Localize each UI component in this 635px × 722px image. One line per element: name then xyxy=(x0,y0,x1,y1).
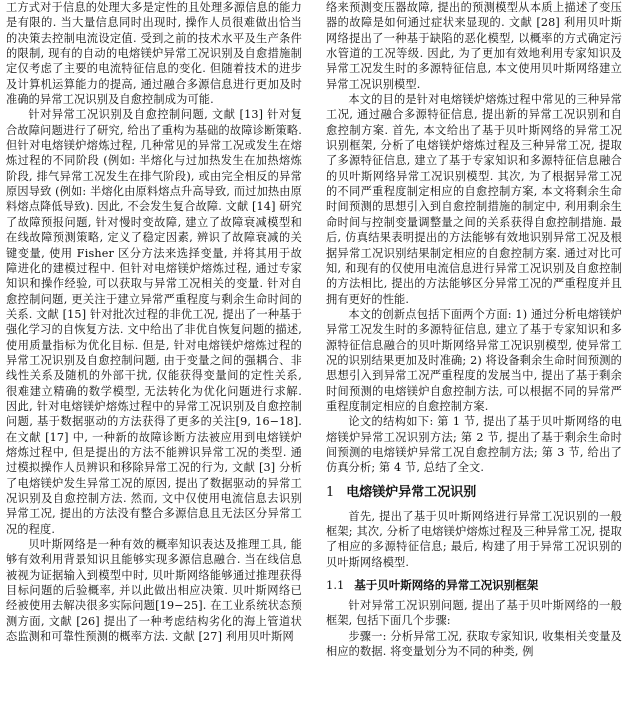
right-column xyxy=(326,0,622,722)
section-title: 电熔镁炉异常工况识别 xyxy=(346,484,477,500)
right-paragraph-2: 本文的目的是针对电熔镁炉熔炼过程中常见的三种异常工况, 通过融合多源特征信息, 提出新的异常工况识别和自愈控制方案. 首先, 本文给出了基于贝叶斯网络的异常工况识别框架, 分析了电熔镁炉熔炼过程及三种异常工况, 提取了多源特征信息, 建立了基于专家知识和多源特征信息融合的贝叶斯网络异常工况识别模型. 其次, 为了根据异常工况的不同严重程度制定相应的自愈控制方案, 本文将剩余生命时间预测的思想引入到自愈控制措施的制定中, 利用剩余生命时间与控制变量调整量之间的关系获得自愈控制措施. 最后, 仿真结果表明提出的方法能够有效地识别异常工况及根据异常工况识别结果制定相应的自愈控制方案. 通过对比可知, 和现有的仅使用电流信息进行异常工况识别及自愈控制的方法相比, 提出的方法能够区分异常工况的严重程度并且拥有更好的性能. xyxy=(326,93,622,306)
left-paragraph-1: 工方式对于信息的处理大多是定性的且处理多源信息的能力是有限的. 当大量信息同时出现时, 操作人员很难做出恰当的决策去控制电流设定值. 受到之前的技术水平及生产条件的限制, 现有的自动的电熔镁炉异常工况识别及自愈措施制定仅考虑了主要的电流特征信息的变化. 但随着技术的进步及计算机运算能力的提高, 通过融合多源信息进行更加及时准确的异常工况识别及自愈控制成为可能. xyxy=(6,1,302,107)
right-paragraph-3: 本文的创新点包括下面两个方面: 1) 通过分析电熔镁炉异常工况发生时的多源特征信息, 建立了基于专家知识和多源特征信息融合的贝叶斯网络异常工况识别模型, 使异常工况的识别结果更加及时准确; 2) 将设备剩余生命时间预测的思想引入到异常工况严重程度的发展当中, 提出了基于剩余时间预测的电熔镁炉自愈控制方法, 可以根据不同的异常严重程度制定相应的自愈控制方案. xyxy=(326,307,622,413)
subsection-heading xyxy=(326,577,622,593)
right-paragraph-4: 论文的结构如下: 第 1 节, 提出了基于贝叶斯网络的电熔镁炉异常工况识别方法; 第 2 节, 提出了基于剩余生命时间预测的电熔镁炉异常工况自愈控制方法; 第 3 节, 给出了仿真分析; 第 4 节, 总结了全文. xyxy=(326,415,622,475)
subsection-title: 基于贝叶斯网络的异常工况识别框架 xyxy=(354,578,539,593)
section-paragraph: 首先, 提出了基于贝叶斯网络进行异常工况识别的一般框架; 其次, 分析了电熔镁炉熔炼过程及三种异常工况, 提取了相应的多源特征信息; 最后, 构建了用于异常工况识别的贝叶斯网络模型. xyxy=(326,509,622,569)
subsection-paragraph-1: 针对异常工况识别问题, 提出了基于贝叶斯网络的一般框架, 包括下面几个步骤: xyxy=(326,599,622,628)
right-paragraph-1: 络来预测变压器故障, 提出的预测模型从本质上描述了变压器的故障是如何通过症状来显现的. 文献 [28] 利用贝叶斯网络提出了一种基于缺陷的恶化模型, 以概率的方式确定污水管道的工况等级. 因此, 为了更加有效地利用专家知识及异常工况发生时的多源特征信息, 本文使用贝叶斯网络建立异常工况识别模型. xyxy=(326,1,622,91)
subsection-number: 1.1 xyxy=(326,578,345,593)
section-heading xyxy=(326,484,622,502)
section-number: 1 xyxy=(326,484,335,500)
left-column xyxy=(6,0,302,722)
left-paragraph-3: 贝叶斯网络是一种有效的概率知识表达及推理工具, 能够有效利用背景知识且能够实现多源信息融合. 当在线信息被视为证据输入到模型中时, 贝叶斯网络能够通过推理获得目标问题的后验概率, 并以此做出相应决策. 贝叶斯网络已经被使用去解决很多实际问题[19−25]. 在工业系统状态预测方面, 文献 [26] 提出了一种考虑结构劣化的海上管道状态监测和可靠性预测的概率方法. 文献 [27] 利用贝叶斯网 xyxy=(6,538,302,644)
left-paragraph-2: 针对异常工况识别及自愈控制问题, 文献 [13] 针对复合故障问题进行了研究, 给出了重构为基础的故障诊断策略. 但针对电熔镁炉熔炼过程, 几种常见的异常工况或发生在熔炼过程的不同阶段 (例如: 半熔化与过加热发生在加热熔炼阶段, 排气异常工况发生在排气阶段), 或由完全相反的异常原因导致 (例如: 半熔化由原料熔点升高导致, 而过加热由原料熔点降低导致). 因此, 不会发生复合故障. 文献 [14] 研究了故障预报问题, 针对慢时变故障, 建立了故障衰减模型和在线故障预测策略, 定义了稳定因素, 辨识了故障衰减的关键变量, 使用 Fisher 区分方法来选择变量, 并将其用于故障进化的建模过程中. 但针对电熔镁炉熔炼过程, 通过专家知识和操作经验, 可以获取与异常工况相关的变量. 针对自愈控制问题, 更关注于建立异常严重程度与剩余生命时间的关系. 文献 [15] 针对批次过程的非优工况, 提出了一种基于强化学习的自恢复方法. 文中给出了非优自恢复问题的描述, 使用质量指标为优化目标. 但是, 针对电熔镁炉熔炼过程的异常工况识别及自愈控制问题, 由于变量之间的强耦合、非线性关系及随机的外部干扰, 仅能获得变量间的定性关系, 很难建立精确的数学模型, 无法转化为优化问题进行求解. 因此, 针对电熔镁炉熔炼过程中的异常工况识别及自愈控制问题, 基于数据驱动的方法获得了更多的关注[9, 16−18]. 在文献 [17] 中, 一种新的故障诊断方法被应用到电熔镁炉熔炼过程中, 但是提出的方法不能辨识异常工况的类型. 通过模拟操作人员辨识和移除异常工况的行为, 文献 [3] 分析了电熔镁炉发生异常工况的原因, 提出了数据驱动的异常工况识别及自愈控制方法. 然而, 文中仅使用电流信息去识别异常工况, 提出的方法没有整合多源信息且无法区分异常工况的程度. xyxy=(6,108,302,536)
subsection-paragraph-2: 步骤一: 分析异常工况, 获取专家知识, 收集相关变量及相应的数据. 将变量划分为不同的种类, 例 xyxy=(326,629,622,659)
